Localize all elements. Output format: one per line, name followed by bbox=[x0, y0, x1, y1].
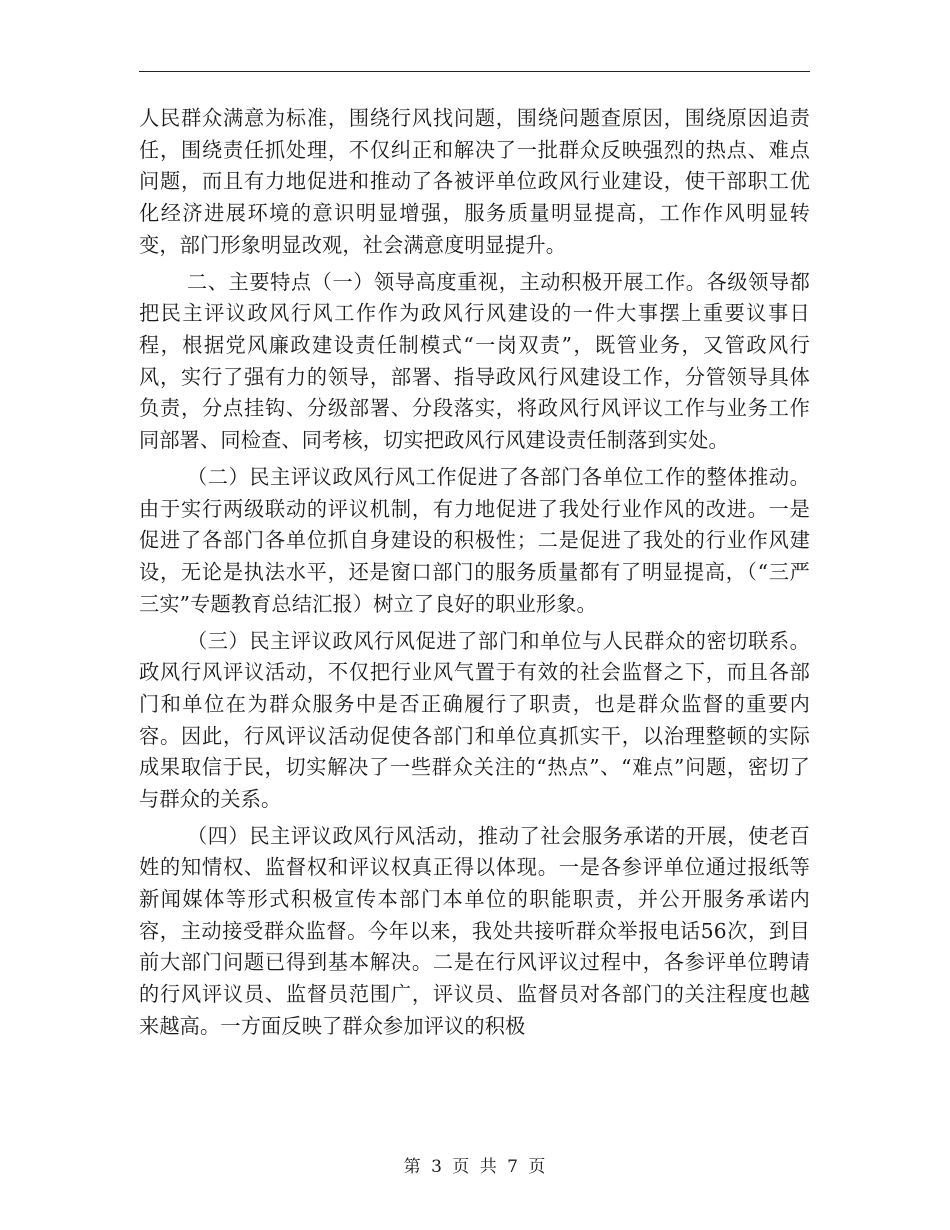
page-number-footer: 第 3 页 共 7 页 bbox=[403, 1157, 547, 1177]
paragraph-continuation: 人民群众满意为标准，围绕行风找问题，围绕问题查原因，围绕原因追责任，围绕责任抓处理，不仅纠正和解决了一批群众反映强烈的热点、难点问题，而且有力地促进和推动了各被评单位政风行业建设，使干部职工优化经济进展环境的意识明显增强，服务质量明显提高，工作作风明显转变，部门形象明显改观，社会满意度明显提升。 bbox=[139, 106, 810, 257]
document-body bbox=[139, 103, 810, 1048]
paragraph-point-four: （四）民主评议政风行风活动，推动了社会服务承诺的开展，使老百姓的知情权、监督权和评议权真正得以体现。一是各参评单位通过报纸等新闻媒体等形式积极宣传本部门本单位的职能职责，并公开服务承诺内容，主动接受群众监督。今年以来，我处共接听群众举报电话56次，到目前大部门问题已得到基本解决。二是在行风评议过程中，各参评单位聘请的行风评议员、监督员范围广，评议员、监督员对各部门的关注程度也越来越高。一方面反映了群众参加评议的积极 bbox=[139, 823, 810, 1038]
paragraph-main-features: 二、主要特点（一）领导高度重视，主动积极开展工作。各级领导都把民主评议政风行风工作作为政风行风建设的一件大事摆上重要议事日程，根据党风廉政建设责任制模式“一岗双责”，既管业务，又管政风行风，实行了强有力的领导，部署、指导政风行风建设工作，分管领导具体负责，分点挂钩、分级部署、分段落实，将政风行风评议工作与业务工作同部署、同检查、同考核，切实把政风行风建设责任制落到实处。 bbox=[139, 269, 810, 452]
header-rule bbox=[139, 71, 810, 72]
paragraph-point-three: （三）民主评议政风行风促进了部门和单位与人民群众的密切联系。政风行风评议活动，不仅把行业风气置于有效的社会监督之下，而且各部门和单位在为群众服务中是否正确履行了职责，也是群众监督的重要内容。因此，行风评议活动促使各部门和单位真抓实干，以治理整顿的实际成果取信于民，切实解决了一些群众关注的“热点”、“难点”问题，密切了与群众的关系。 bbox=[139, 628, 810, 811]
paragraph-point-two: （二）民主评议政风行风工作促进了各部门各单位工作的整体推动。由于实行两级联动的评议机制，有力地促进了我处行业作风的改进。一是促进了各部门各单位抓自身建设的积极性；二是促进了我处的行业作风建设，无论是执法水平，还是窗口部门的服务质量都有了明显提高，（“三严三实”专题教育总结汇报）树立了良好的职业形象。 bbox=[139, 464, 810, 616]
